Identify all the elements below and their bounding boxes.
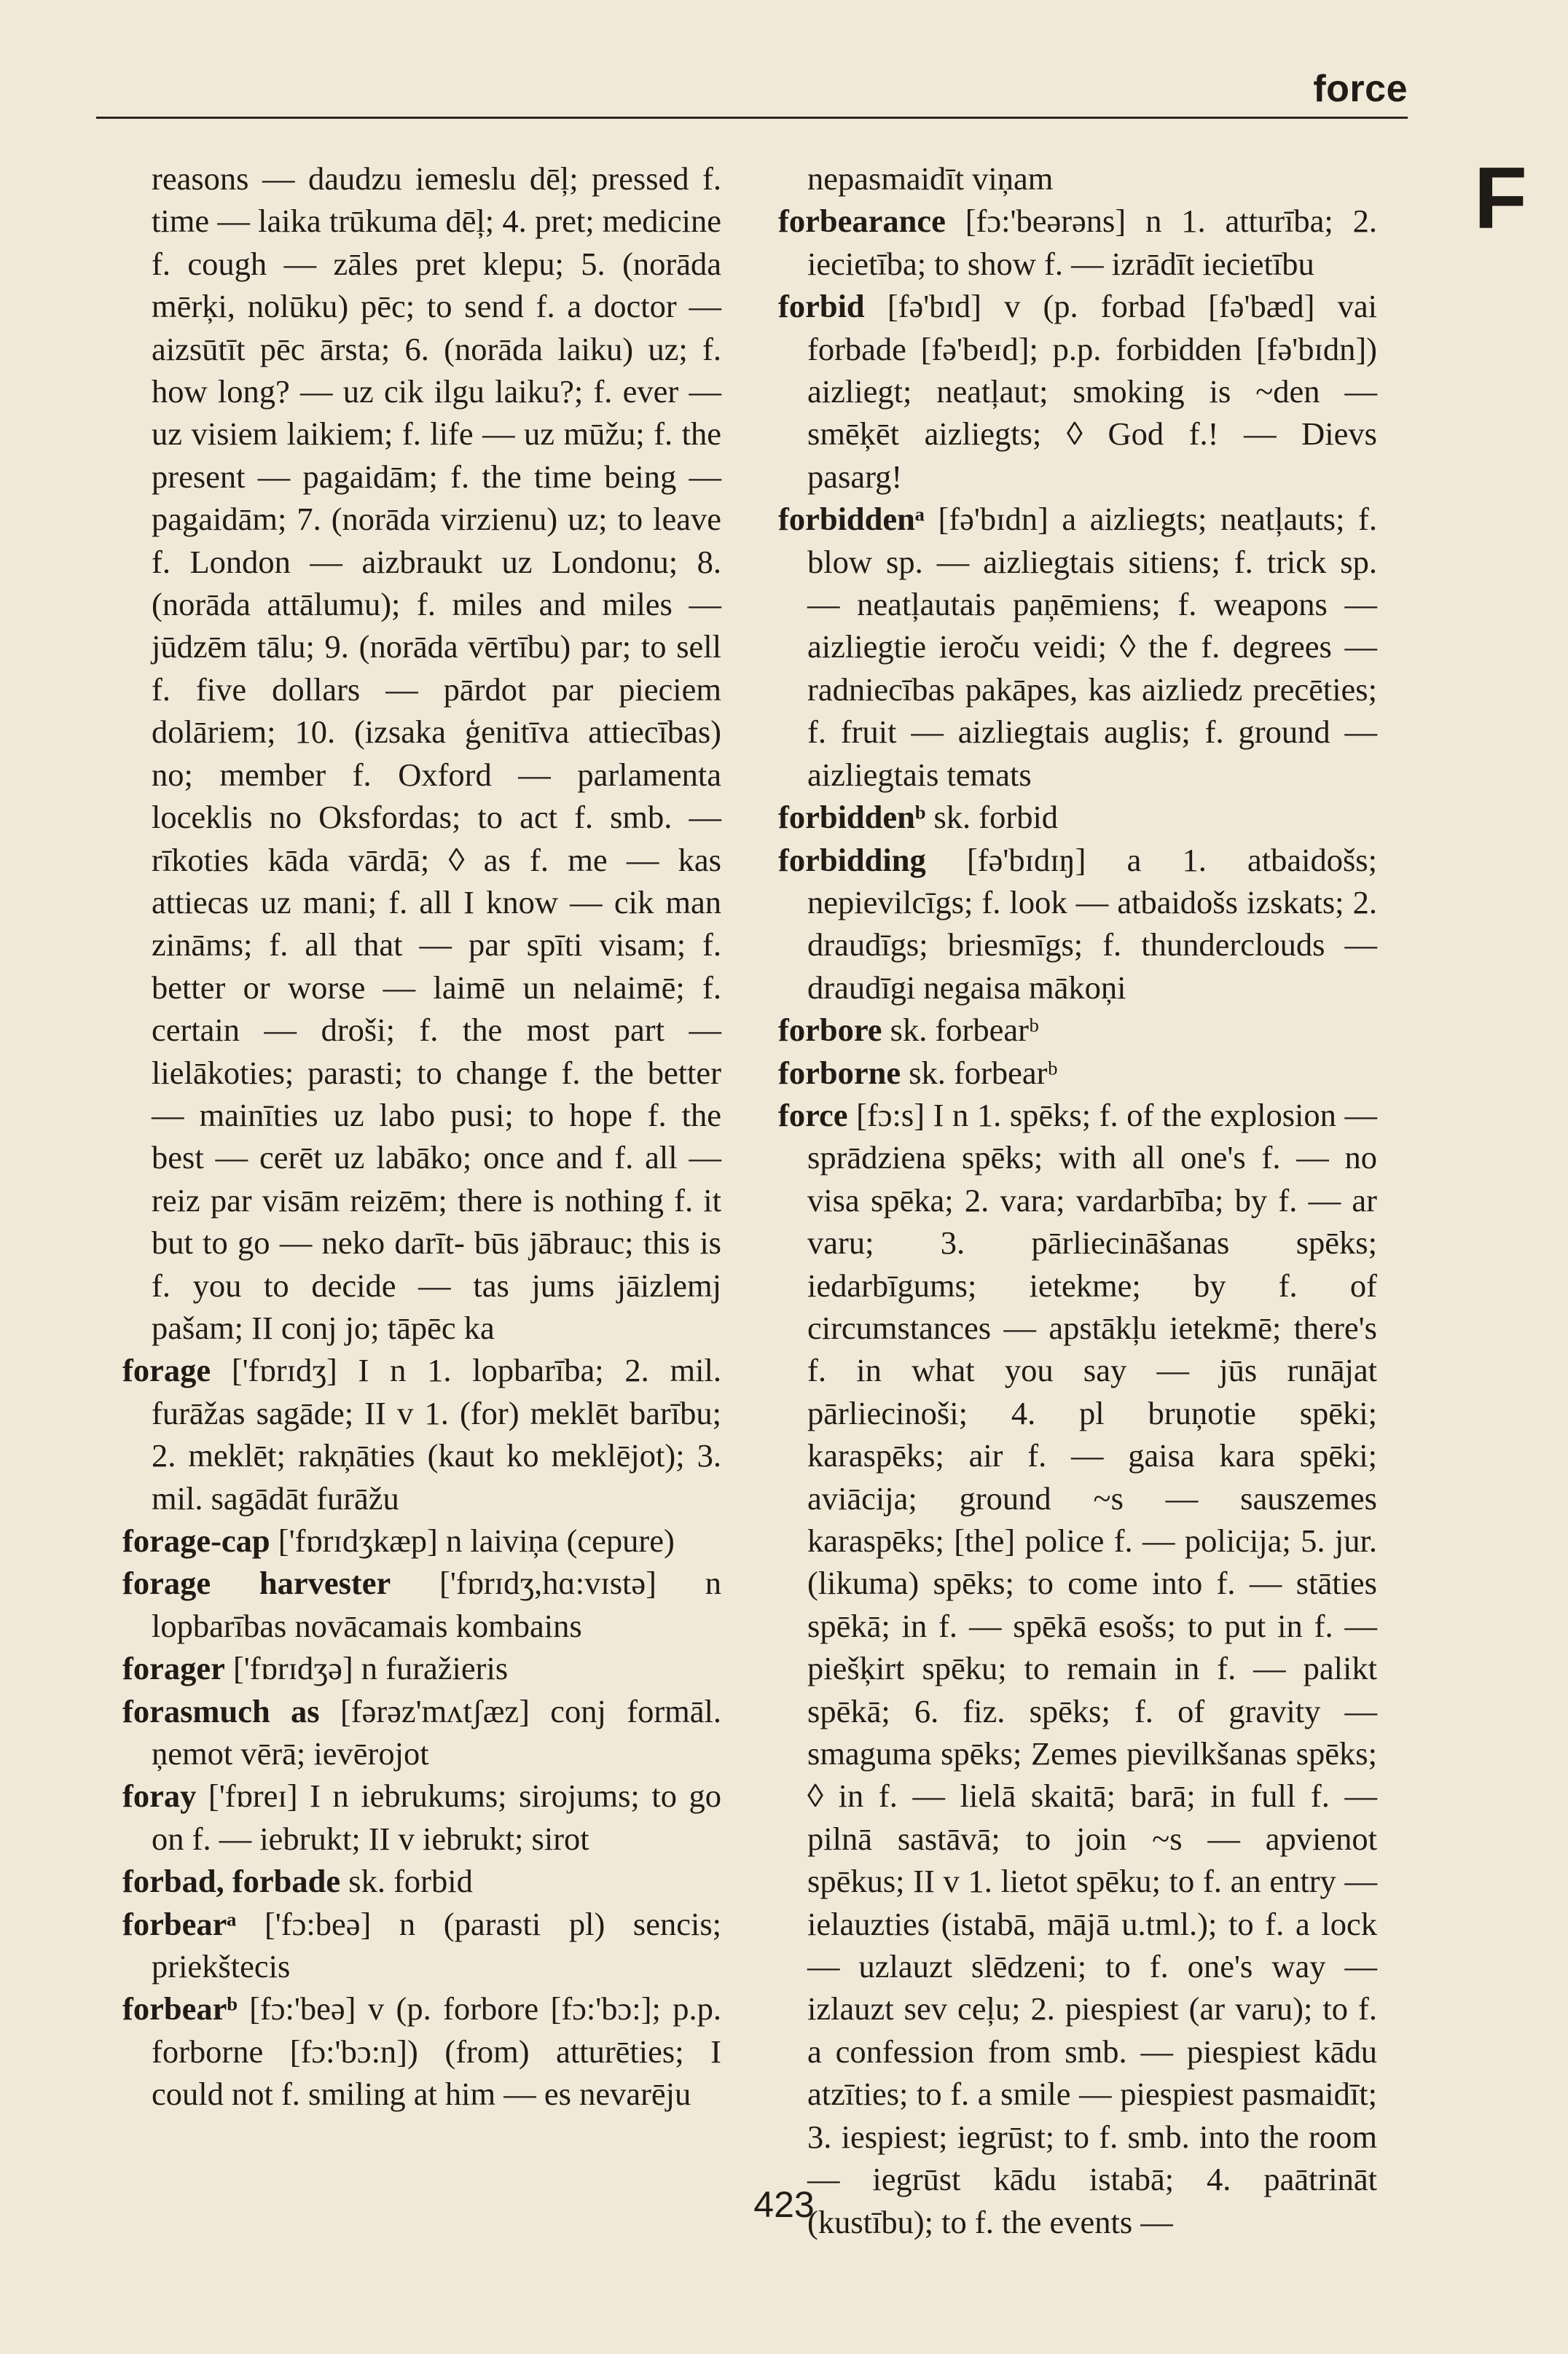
entry-text: nepasmaidīt viņam xyxy=(807,160,1054,197)
entry-headword: force xyxy=(778,1096,848,1133)
entry-text: [fə'bɪd] v (p. forbad [fə'bæd] vai forbade [fə'beɪd]; p.p. forbidden [fə'bɪdn]) aizliegt; neatļaut; smoking is ~den — smēķēt aizliegts; ◊ God f.! — Dievs pasarg! xyxy=(807,288,1378,495)
letter-tab: F xyxy=(1473,149,1527,247)
entry-text: [fə'bɪdɪŋ] a 1. atbaidošs; nepievilcīgs; f. look — atbaidošs izskats; 2. draudīgs; briesmīgs; f. thunderclouds — draudīgi negaisa mākoņi xyxy=(807,841,1377,1006)
right-column xyxy=(778,157,1377,2243)
entry-headword: forbearᵃ xyxy=(122,1905,237,1942)
entry-headword: forbidding xyxy=(778,841,926,878)
dictionary-entry xyxy=(778,498,1377,796)
entry-headword: forbid xyxy=(778,288,865,325)
dictionary-entry xyxy=(122,1647,721,1689)
entry-text: sk. forbid xyxy=(348,1863,473,1900)
entry-text: ['fɒrɪdʒkæp] n laiviņa (cepure) xyxy=(278,1522,675,1559)
entry-text: ['fɒreɪ] I n iebrukums; sirojums; to go on f. — iebrukt; II v iebrukt; sirot xyxy=(152,1778,722,1857)
dictionary-entry xyxy=(778,839,1377,1009)
dictionary-entry xyxy=(778,796,1377,838)
dictionary-entry xyxy=(122,1349,721,1520)
dictionary-entry xyxy=(122,157,721,1349)
dictionary-entry xyxy=(778,1009,1377,1051)
entry-text: ['fɒrɪdʒ,hɑ:vɪstə] n lopbarības novācamais kombains xyxy=(152,1565,721,1644)
dictionary-entry xyxy=(778,1052,1377,1094)
dictionary-entry xyxy=(122,1520,721,1562)
entry-text: [fɔ:'beərəns] n 1. atturība; 2. iecietība; to show f. — izrādīt iecietību xyxy=(807,203,1377,282)
dictionary-entry xyxy=(122,1775,721,1860)
dictionary-entry xyxy=(778,285,1377,498)
entry-text: ['fɒrɪdʒə] n furažieris xyxy=(232,1650,509,1687)
dictionary-entry xyxy=(778,200,1377,285)
entry-headword: forbiddenᵇ xyxy=(778,799,926,836)
entry-headword: forage xyxy=(122,1352,211,1389)
entry-text: [fərəz'mʌtʃæz] conj formāl. ņemot vērā; ievērojot xyxy=(152,1692,721,1772)
dictionary-entry xyxy=(122,1860,721,1902)
entry-headword: forage harvester xyxy=(122,1565,391,1602)
dictionary-entry xyxy=(122,1903,721,1988)
running-headword: force xyxy=(1313,68,1408,110)
entry-text: ['fɔ:beə] n (parasti pl) sencis; priekštecis xyxy=(152,1905,722,1985)
entry-text: reasons — daudzu iemeslu dēļ; pressed f. time — laika trūkuma dēļ; 4. pret; medicine f. cough — zāles pret klepu; 5. (norāda mērķi, nolūku) pēc; to send f. a doctor — aizsūtīt pēc ārsta; 6. (norāda laiku) uz; f. how long? — uz cik ilgu laiku?; f. ever — uz visiem laikiem; f. life — uz mūžu; f. the present — pagaidām; f. the time being — pagaidām; 7. (norāda virzienu) uz; to leave f. London — aizbraukt uz Londonu; 8. (norāda attālumu); f. miles and miles — jūdzēm tālu; 9. (norāda vērtību) par; to sell f. five dollars — pārdot par pieciem dolāriem; 10. (izsaka ģenitīva attiecības) no; member f. Oxford — parlamenta loceklis no Oksfordas; to act f. smb. — rīkoties kāda vārdā; ◊ as f. me — kas attiecas uz mani; f. all I know — cik man zināms; f. all that — par spīti visam; f. better or worse — laimē un nelaimē; f. certain — droši; f. the most part — lielākoties; parasti; to change f. the better — mainīties uz labo pusi; to hope f. the best — cerēt uz labāko; once and f. all — reiz par visām reizēm; there is nothing f. it but to go — neko darīt- būs jābrauc; this is f. you to decide — tas jums jāizlemj pašam; II conj jo; tāpēc ka xyxy=(152,160,721,1346)
entry-headword: forborne xyxy=(778,1054,901,1091)
left-column xyxy=(122,157,721,2116)
entry-headword: forbearance xyxy=(778,203,946,240)
header-rule xyxy=(96,117,1408,119)
page-number: 423 xyxy=(753,2184,815,2225)
entry-headword: forbiddenᵃ xyxy=(778,501,925,538)
entry-text: sk. forbid xyxy=(933,799,1059,836)
entry-headword: forbad, forbade xyxy=(122,1863,341,1900)
dictionary-entry xyxy=(778,1094,1377,2243)
entry-text: sk. forbearᵇ xyxy=(890,1012,1039,1049)
entry-text: [fə'bɪdn] a aizliegts; neatļauts; f. blow sp. — aizliegtais sitiens; f. trick sp. — neatļautais paņēmiens; f. weapons — aizliegtie ieroču veidi; ◊ the f. degrees — radniecības pakāpes, kas aizliedz precēties; f. fruit — aizliegtais auglis; f. ground — aizliegtais temats xyxy=(807,501,1378,793)
entry-headword: forbore xyxy=(778,1012,882,1049)
entry-headword: forbearᵇ xyxy=(122,1990,238,2028)
dictionary-entry xyxy=(122,1987,721,2115)
entry-headword: forasmuch as xyxy=(122,1692,320,1729)
dictionary-entry xyxy=(122,1690,721,1775)
entry-headword: foray xyxy=(122,1778,197,1815)
entry-text: sk. forbearᵇ xyxy=(909,1054,1058,1091)
entry-text: [fɔ:s] I n 1. spēks; f. of the explosion — sprādziena spēks; with all one's f. — no visa spēka; 2. vara; vardarbība; by f. — ar varu; 3. pārliecināšanas spēks; iedarbīgums; ietekme; by f. of circumstances — apstākļu ietekmē; there's f. in what you say — jūs runājat pārliecinoši; 4. pl bruņotie spēki; karaspēks; air f. — gaisa kara spēki; aviācija; ground ~s — sauszemes karaspēks; [the] police f. — policija; 5. jur. (likuma) spēks; to come into f. — stāties spēkā; in f. — spēkā esošs; to put in f. — piešķirt spēku; to remain in f. — palikt spēkā; 6. fiz. spēks; f. of gravity — smaguma spēks; Zemes pievilkšanas spēks; ◊ in f. — lielā skaitā; barā; in full f. — pilnā sastāvā; to join ~s — apvienot spēkus; II v 1. lietot spēku; to f. an entry — ielauzties (istabā, mājā u.tml.); to f. a lock — uzlauzt slēdzeni; to f. one's way — izlauzt sev ceļu; 2. piespiest (ar varu); to f. a confession from smb. — piespiest kādu atzīties; to f. a smile — piespiest pasmaidīt; 3. iespiest; iegrūst; to f. smb. into the room — iegrūst kādu istabā; 4. paātrināt (kustību); to f. the events — xyxy=(807,1096,1378,2240)
dictionary-entry xyxy=(778,157,1377,200)
dictionary-entry xyxy=(122,1562,721,1647)
entry-headword: forage-cap xyxy=(122,1522,270,1559)
entry-text: [fɔ:'beə] v (p. forbore [fɔ:'bɔ:]; p.p. forborne [fɔ:'bɔ:n]) (from) atturēties; I could not f. smiling at him — es nevarēju xyxy=(152,1990,721,2113)
entry-text: ['fɒrɪdʒ] I n 1. lopbarība; 2. mil. furāžas sagāde; II v 1. (for) meklēt barību; 2. meklēt; rakņāties (kaut ko meklējot); 3. mil. sagādāt furāžu xyxy=(152,1352,721,1517)
entry-headword: forager xyxy=(122,1650,225,1687)
